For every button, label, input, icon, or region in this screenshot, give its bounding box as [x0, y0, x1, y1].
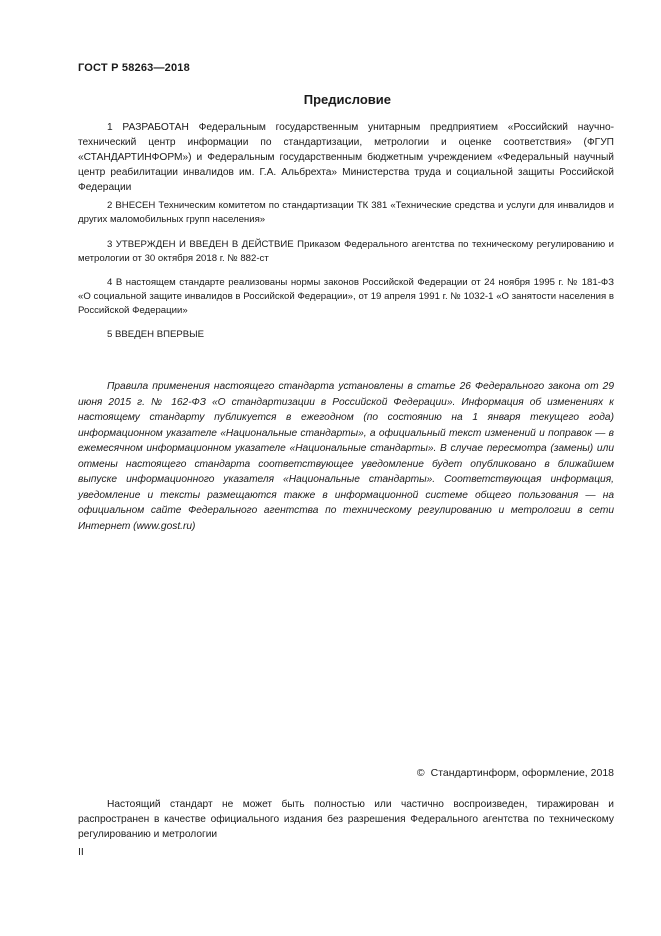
document-code: ГОСТ Р 58263—2018	[78, 62, 190, 74]
reproduction-notice: Настоящий стандарт не может быть полностью или частично воспроизведен, тиражирован и распространен в качестве официального издания без разрешения Федерального агентства по техническому регулированию и метрологии	[78, 799, 614, 840]
copyright-line	[417, 767, 614, 779]
copyright-symbol: ©	[416, 767, 425, 779]
foreword-item-5: 5 ВВЕДЕН ВПЕРВЫЕ	[107, 329, 205, 340]
foreword-item-3: 3 УТВЕРЖДЕН И ВВЕДЕН В ДЕЙСТВИЕ Приказом Федерального агентства по техническому регулированию и метрологии от 30 октября 2018 г. № 882-ст	[78, 239, 614, 264]
rules-notice: Правила применения настоящего стандарта установлены в статье 26 Федерального закона от 29 июня 2015 г. № 162-ФЗ «О стандартизации в Российской Федерации». Информация об изменениях к настоящему стандарту публикуется в ежегодном (по состоянию на 1 января текущего года) информационном указателе «Национальные стандарты», а официальный текст изменений и поправок — в ежемесячном информационном указателе «Национальные стандарты». В случае пересмотра (замены) или отмены настоящего стандарта соответствующее уведомление будет опубликовано в ближайшем выпуске информационного указателя «Национальные стандарты». Соответствующая информация, уведомление и тексты размещаются также в информационной системе общего пользования — на официальном сайте Федерального агентства по техническому регулированию и метрологии в сети Интернет (www.gost.ru)	[78, 381, 614, 532]
copyright-text: Стандартинформ, оформление, 2018	[430, 767, 614, 779]
page-title: Предисловие	[303, 92, 391, 107]
foreword-item-4: 4 В настоящем стандарте реализованы нормы законов Российской Федерации от 24 ноября 1995 г. № 181-ФЗ «О социальной защите инвалидов в Российской Федерации», от 19 апреля 1991 г. № 1032-1 «О занятости населения в Российской Федерации»	[78, 277, 614, 316]
foreword-item-1: 1 РАЗРАБОТАН Федеральным государственным унитарным предприятием «Российский научно-технический центр информации по стандартизации, метрологии и оценке соответствия» (ФГУП «СТАНДАРТИНФОРМ») и Федеральным государственным бюджетным учреждением «Федеральный научный центр реабилитации инвалидов им. Г.А. Альбрехта» Министерства труда и социальной защиты Российской Федерации	[78, 122, 614, 193]
page-number: II	[78, 846, 84, 858]
foreword-item-2: 2 ВНЕСЕН Техническим комитетом по стандартизации ТК 381 «Технические средства и услуги для инвалидов и других маломобильных групп населения»	[78, 200, 614, 225]
